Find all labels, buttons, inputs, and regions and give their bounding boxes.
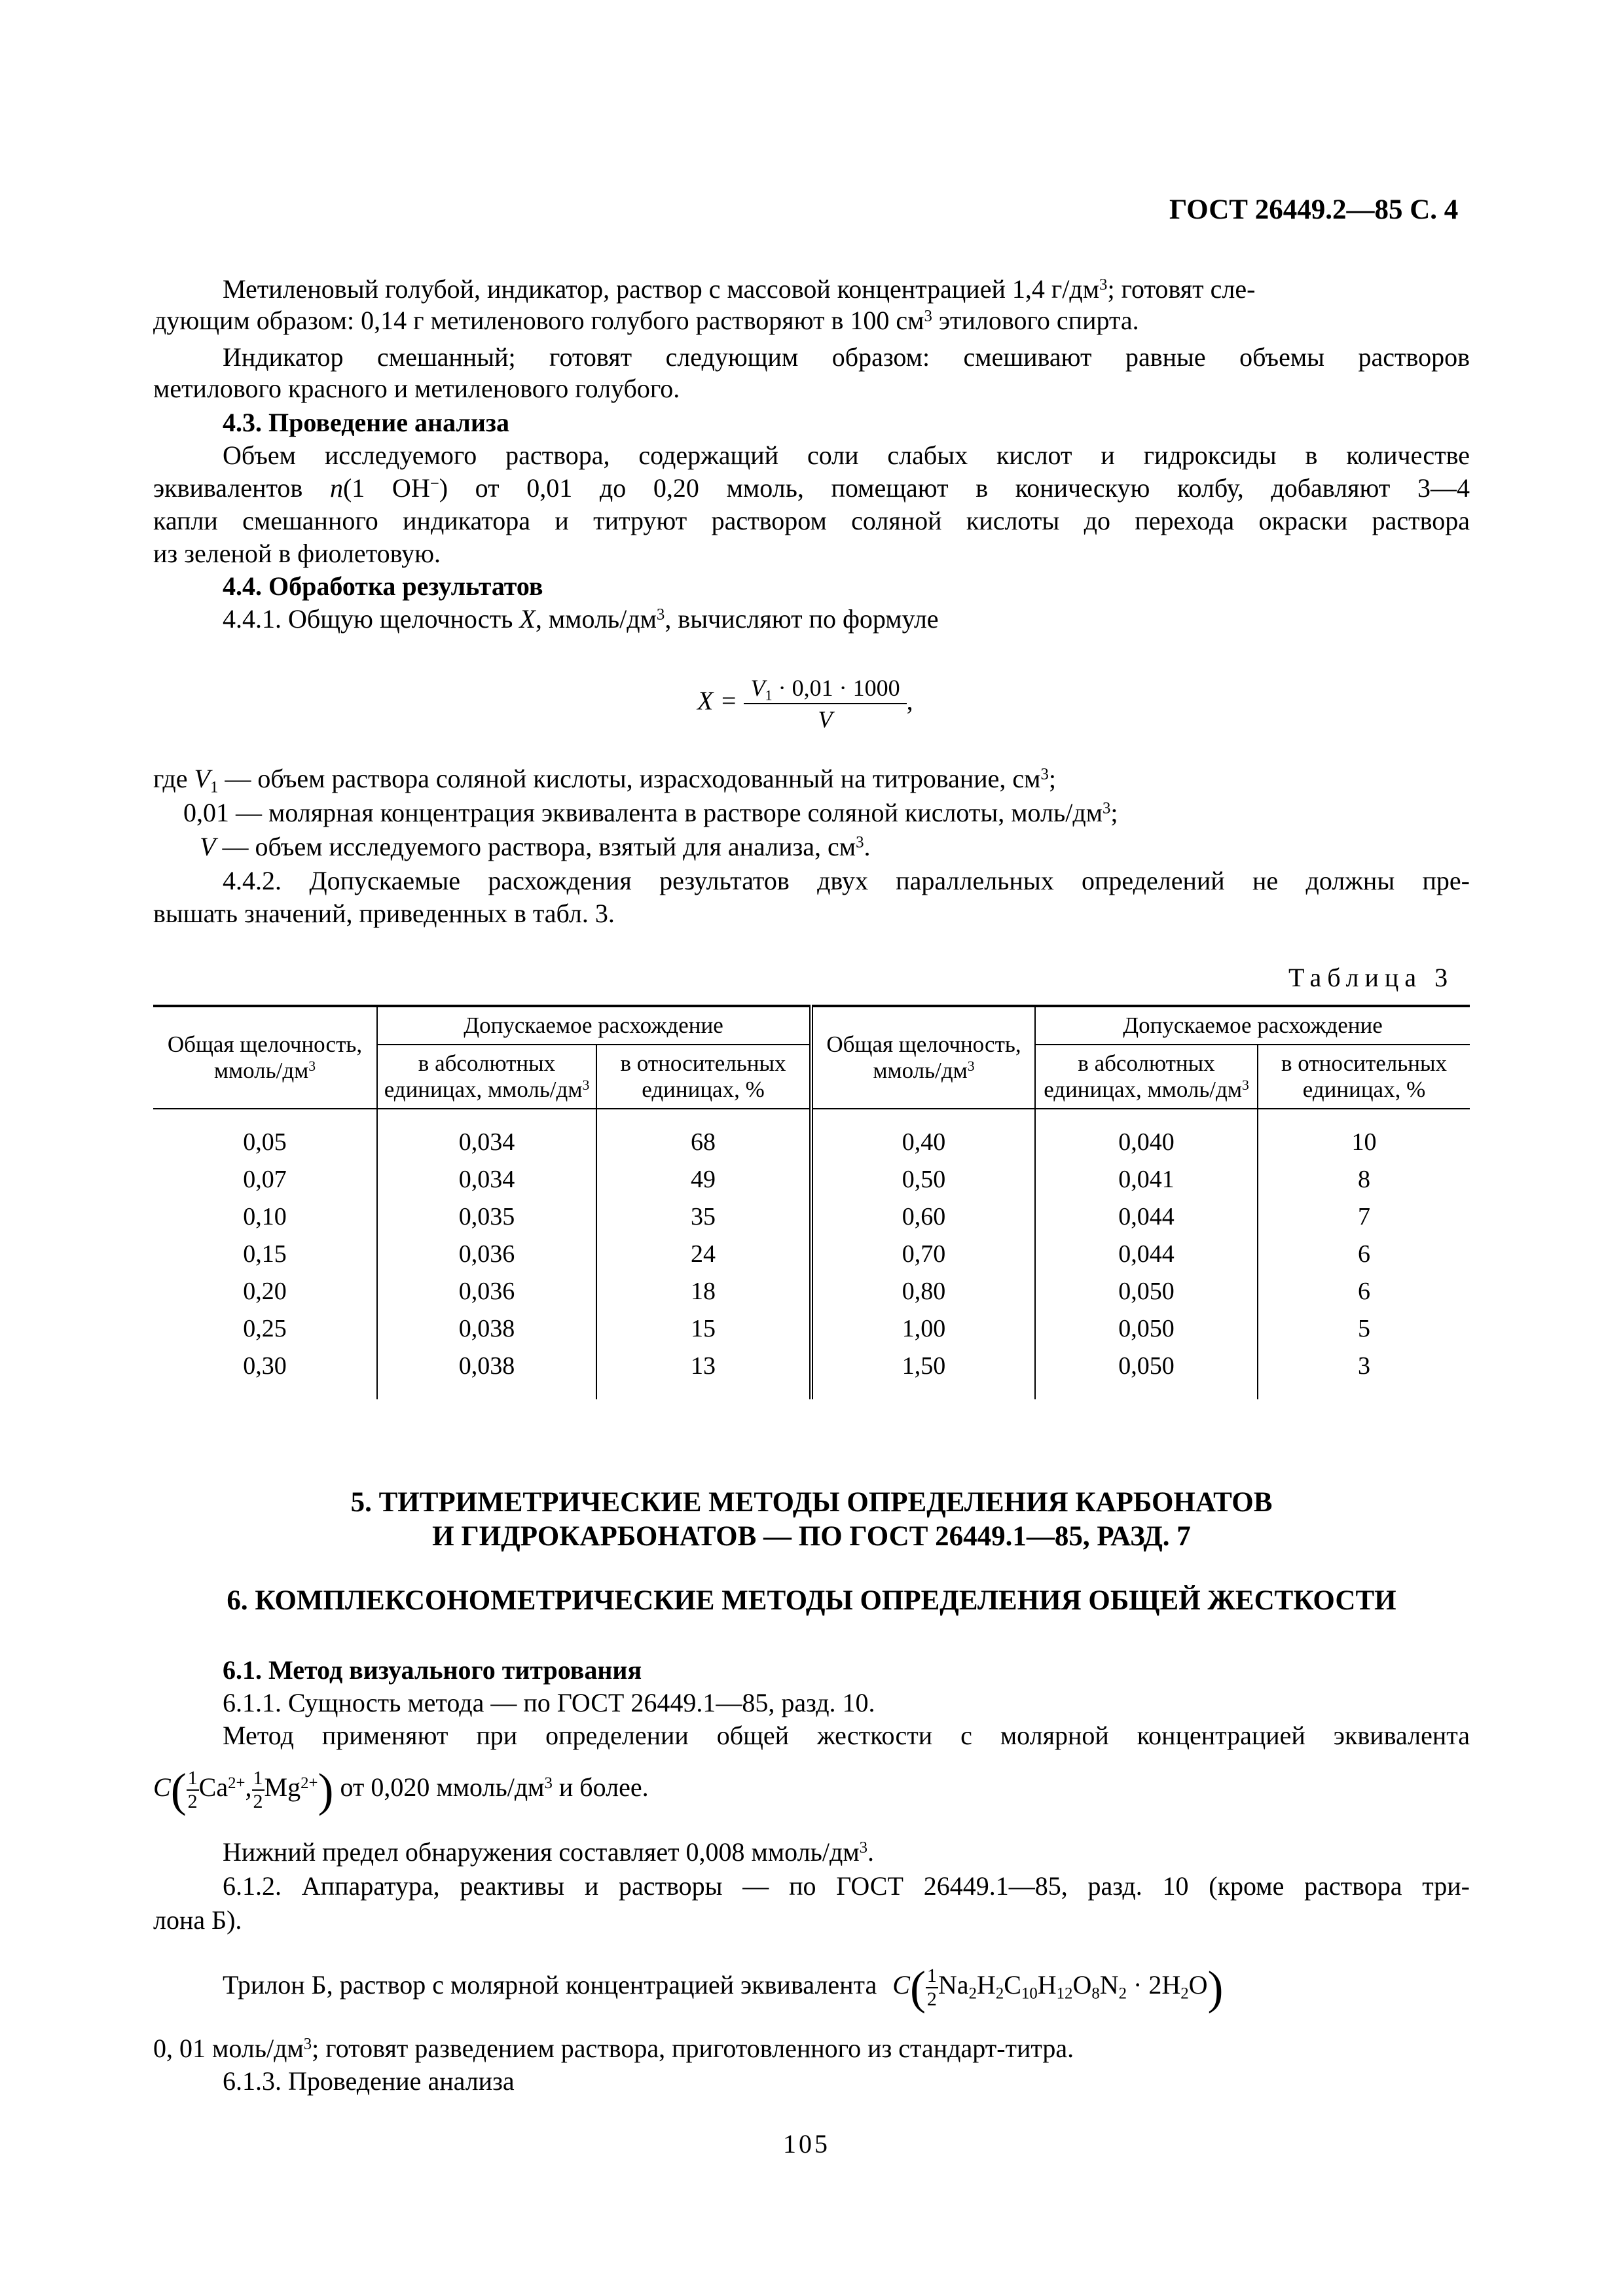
section-4-4-2-line1: 4.4.2. Допускаемые расхождения результатов двух параллельных определений не должны пре- <box>223 866 1470 895</box>
alkalinity-formula: X = $\frac{V_1 \cdot 0,01 \cdot 1000}{V}$ , <box>697 673 913 734</box>
table-row: 0,10 0,035 35 0,60 0,044 7 <box>153 1198 1470 1236</box>
section-4-3-title: 4.3. Проведение анализа <box>223 408 509 437</box>
section-4-3-line1: Объем исследуемого раствора, содержащий соли слабых кислот и гидроксиды в количестве <box>223 440 1470 470</box>
paragraph-methylene-blue-line1: Метиленовый голубой, индикатор, раствор с массовой концентрацией 1,4 $г/дм^3$; готовят сле- <box>223 274 1256 304</box>
paragraph-methylene-blue-line2: дующим образом: 0,14 г метиленового голубого растворяют в 100 $см^3$ этилового спирта. <box>153 306 1139 335</box>
page-header: ГОСТ 26449.2—85 С. 4 <box>1169 194 1459 225</box>
formula-fraction: $\frac{V_1 \cdot 0,01 \cdot 1000}{V}$ <box>744 673 906 734</box>
table-row: 0,15 0,036 24 0,70 0,044 6 <box>153 1236 1470 1273</box>
table-row: 0,05 0,034 68 0,40 0,040 10 <box>153 1109 1470 1161</box>
section-4-3-line4: из зеленой в фиолетовую. <box>153 539 441 568</box>
table-caption: Таблица 3 <box>1288 963 1454 992</box>
header-absolute-1: в абсолютных единицах, ммоль/$дм^3$ <box>377 1045 596 1109</box>
section-6-1-3: 6.1.3. Проведение анализа <box>223 2066 515 2096</box>
where-concentration: 0,01 — молярная концентрация эквивалента в растворе соляной кислоты, моль/$дм^3$; <box>183 798 1118 827</box>
section-5-heading-line2: И ГИДРОКАРБОНАТОВ — ПО ГОСТ 26449.1—85, РАЗД. 7 <box>432 1521 1191 1552</box>
table-body <box>153 1109 1470 1399</box>
header-relative-2: в относительных единицах, % <box>1258 1045 1470 1109</box>
header-allowed-discrepancy-1: Допускаемое расхождение <box>377 1006 811 1045</box>
trilon-b-line1: Трилон Б, раствор с молярной концентрацией эквивалента C( $\frac{1}{2}$ $Na_2H_2C_{10}H_{12}O_8N_2 \cdot 2H_2O$) <box>223 1962 1224 2014</box>
section-6-1-2-line1: 6.1.2. Аппаратура, реактивы и растворы — по ГОСТ 26449.1—85, разд. 10 (кроме раствора три- <box>223 1871 1470 1901</box>
section-6-1-2-line2: лона Б). <box>153 1905 242 1935</box>
section-4-4-1-text: 4.4.1. Общую щелочность X, ммоль/$дм^3$, вычисляют по формуле <box>223 604 939 634</box>
detection-limit: Нижний предел обнаружения составляет 0,008 ммоль/$дм^3$. <box>223 1837 875 1867</box>
table-row: 0,25 0,038 15 1,00 0,050 5 <box>153 1310 1470 1348</box>
header-relative-1: в относительных единицах, % <box>596 1045 811 1109</box>
header-total-alkalinity-1: Общая щелочность, ммоль/$дм^3$ <box>153 1006 377 1109</box>
where-v: V — объем исследуемого раствора, взятый для анализа, $см^3$. <box>200 832 871 861</box>
paragraph-mixed-indicator-line1: Индикатор смешанный; готовят следующим образом: смешивают равные объемы растворов <box>223 342 1470 372</box>
header-total-alkalinity-2: Общая щелочность, ммоль/$дм^3$ <box>811 1006 1035 1109</box>
table-row: 0,07 0,034 49 0,50 0,041 8 <box>153 1161 1470 1198</box>
section-5-heading-line1: 5. ТИТРИМЕТРИЧЕСКИЕ МЕТОДЫ ОПРЕДЕЛЕНИЯ КАРБОНАТОВ <box>350 1487 1273 1518</box>
section-6-heading: 6. КОМПЛЕКСОНОМЕТРИЧЕСКИЕ МЕТОДЫ ОПРЕДЕЛЕНИЯ ОБЩЕЙ ЖЕСТКОСТИ <box>227 1585 1396 1616</box>
table-row: 0,20 0,036 18 0,80 0,050 6 <box>153 1273 1470 1310</box>
header-absolute-2: в абсолютных единицах, ммоль/$дм^3$ <box>1035 1045 1258 1109</box>
section-6-1-1: 6.1.1. Сущность метода — по ГОСТ 26449.1—85, разд. 10. <box>223 1688 875 1717</box>
section-4-3-line2: эквивалентов n(1 OH−) от 0,01 до 0,20 ммоль, помещают в коническую колбу, добавляют 3—4 <box>153 473 1470 503</box>
where-v1: где $V_1$ — объем раствора соляной кислоты, израсходованный на титрование, $см^3$; <box>153 764 1056 797</box>
table-row: 0,30 0,038 13 1,50 0,050 3 <box>153 1348 1470 1399</box>
page-number: 105 <box>783 2129 830 2159</box>
section-6-1-1-method: Метод применяют при определении общей жесткости с молярной концентрацией эквивалента <box>223 1721 1470 1750</box>
header-allowed-discrepancy-2: Допускаемое расхождение <box>1035 1006 1470 1045</box>
section-4-4-2-line2: вышать значений, приведенных в табл. 3. <box>153 899 615 928</box>
paragraph-mixed-indicator-line2: метилового красного и метиленового голубого. <box>153 374 680 403</box>
section-6-1-title: 6.1. Метод визуального титрования <box>223 1655 642 1685</box>
table-3 <box>153 1005 1470 1399</box>
trilon-b-line2: 0, 01 моль/$дм^3$; готовят разведением раствора, приготовленного из стандарт-титра. <box>153 2034 1074 2063</box>
section-4-3-line3: капли смешанного индикатора и титруют раствором соляной кислоты до перехода окраски раствора <box>153 506 1470 535</box>
hardness-concentration-expression: C( $\frac{1}{2}$ $Ca^{2+}$, $\frac{1}{2}$ $Mg^{2+}$) от 0,020 ммоль/$дм^3$ и более. <box>153 1764 649 1816</box>
section-4-4-title: 4.4. Обработка результатов <box>223 571 543 601</box>
